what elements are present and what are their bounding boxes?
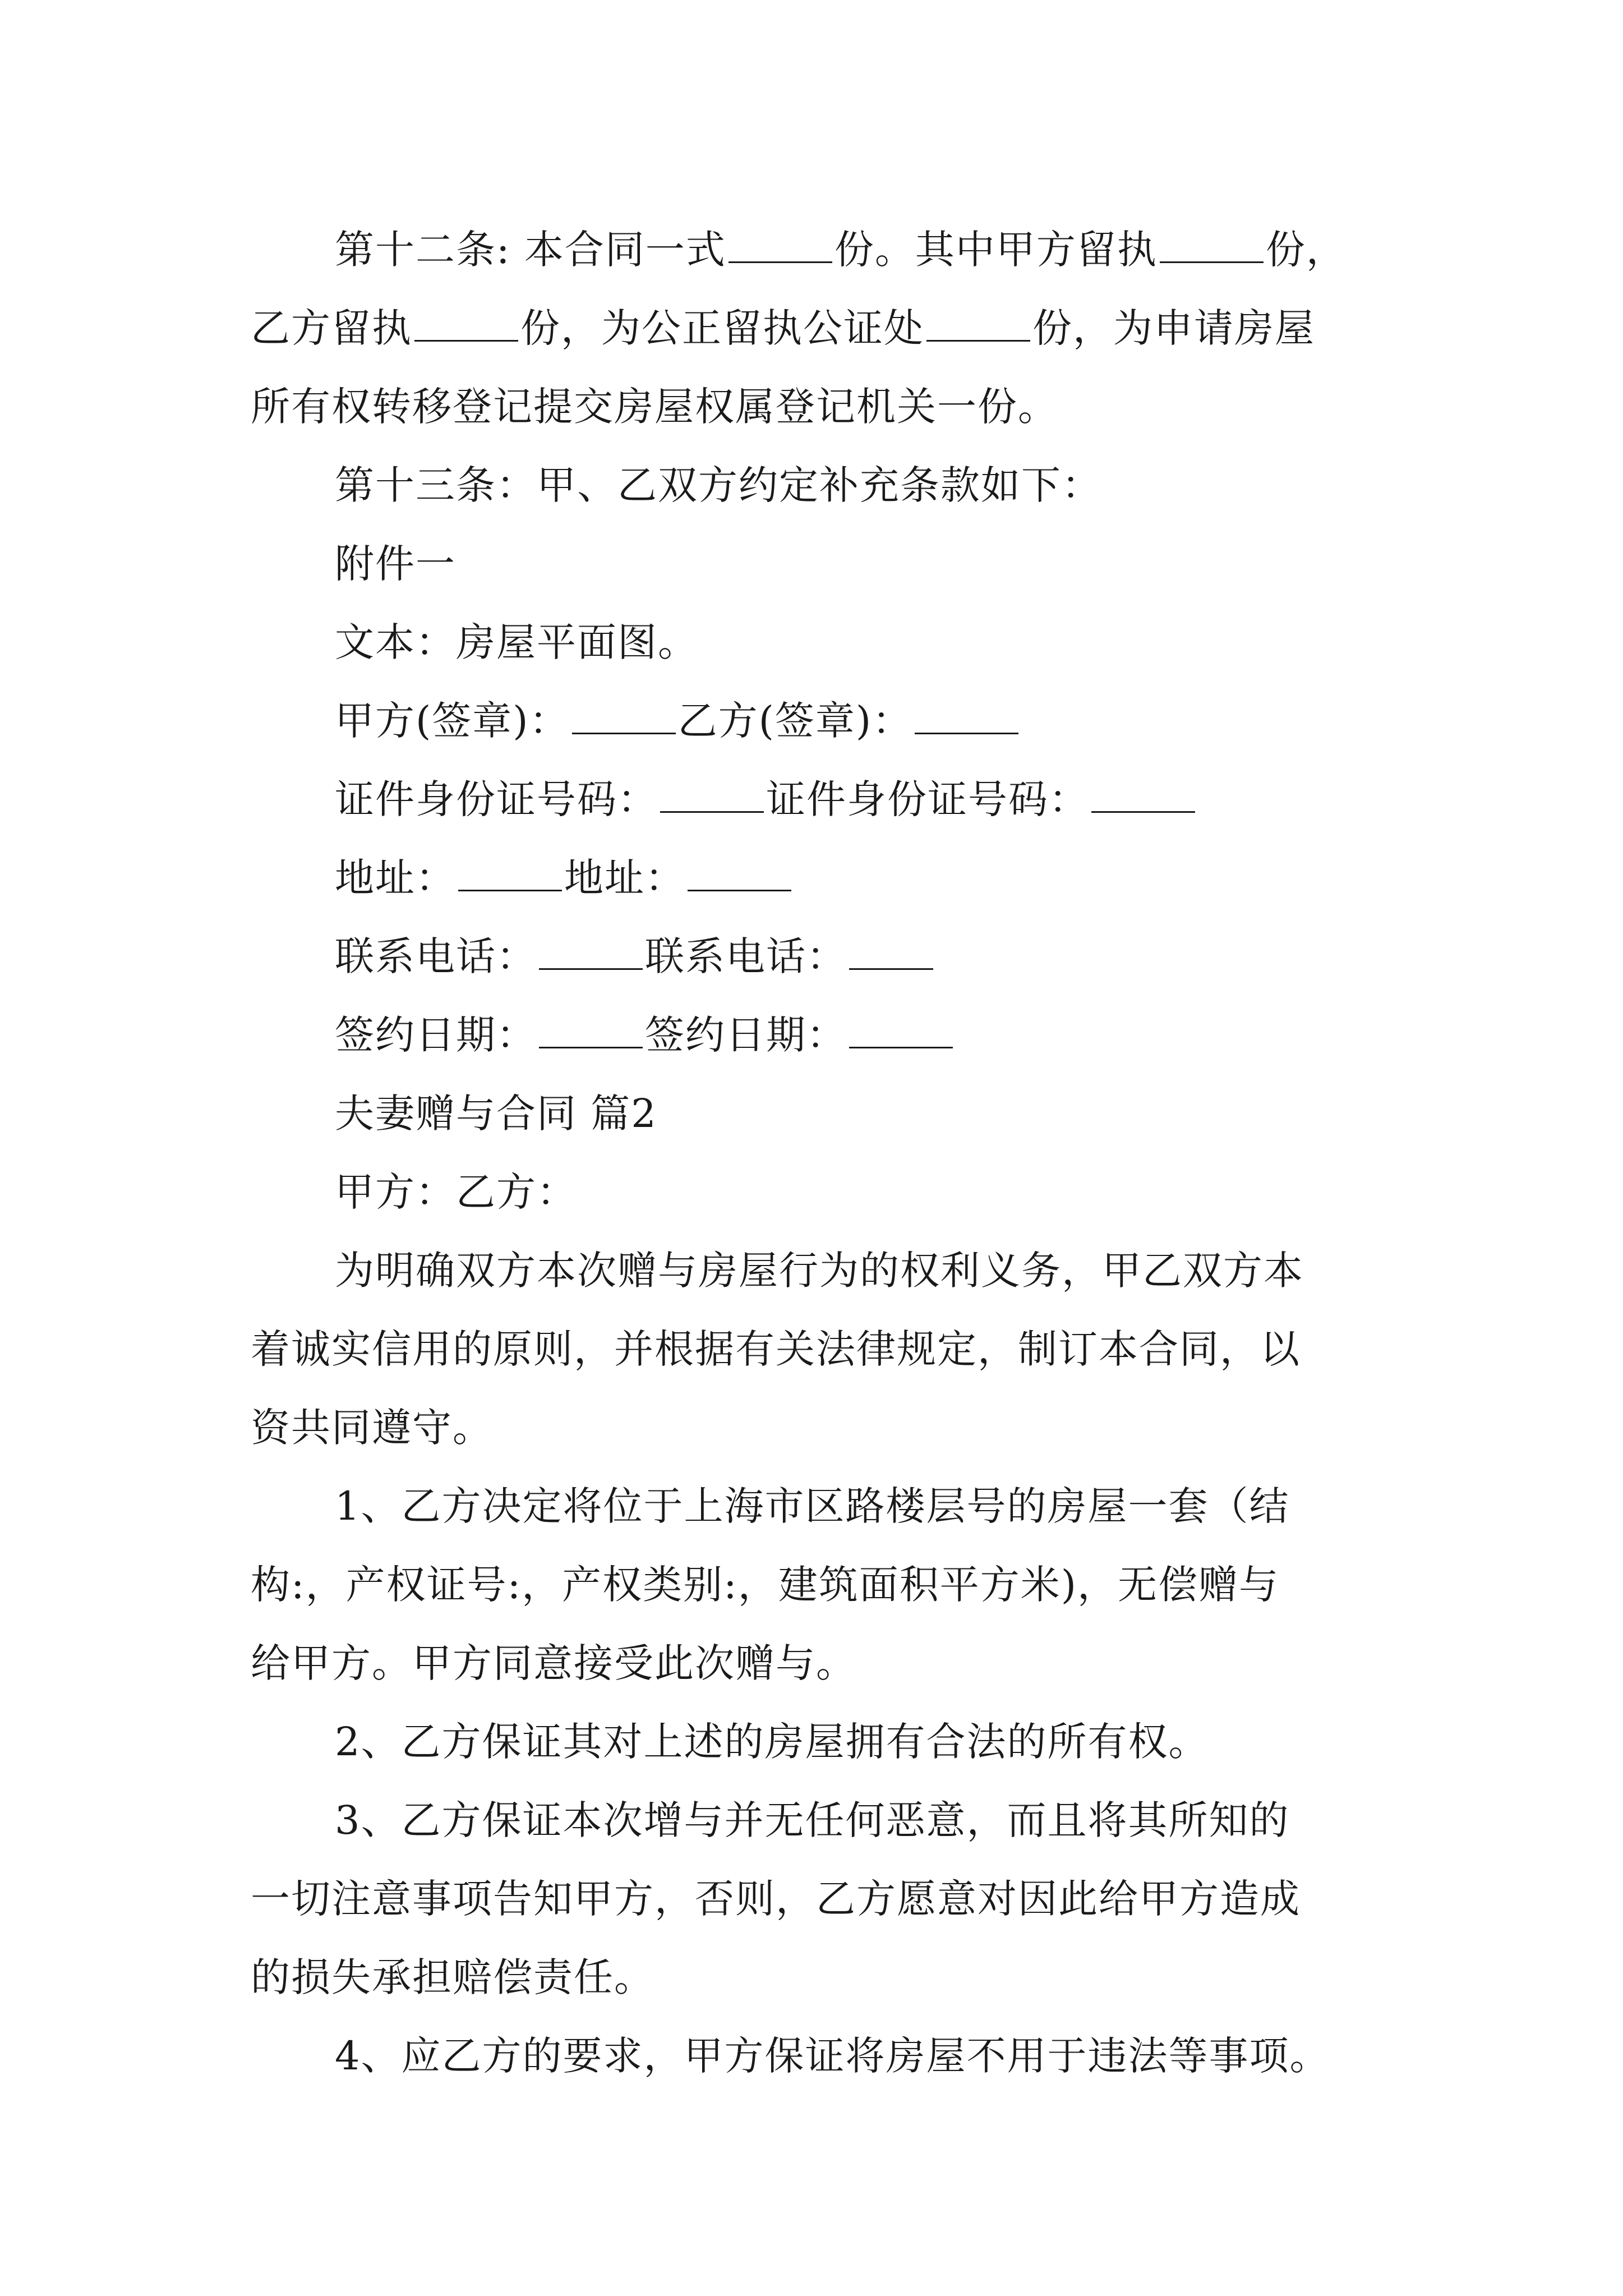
party-a-address-label: 地址： [335, 855, 456, 901]
intro-line-3: 资共同遵守。 [251, 1405, 493, 1451]
article-12-text: 第十二条: 本合同一式 [335, 227, 726, 273]
party-b-phone-blank[interactable] [849, 935, 933, 970]
party-b-signature-label: 乙方(签章)： [677, 698, 913, 744]
article-12-text: 乙方留执 [251, 305, 412, 351]
party-a-phone-blank[interactable] [539, 935, 643, 970]
party-a-date-label: 签约日期： [335, 1012, 537, 1058]
notary-copies-blank[interactable] [926, 306, 1030, 342]
intro-line-1: 为明确双方本次赠与房屋行为的权利义务，甲乙双方本 [335, 1248, 1304, 1294]
party-a-copies-blank[interactable] [1160, 228, 1264, 263]
article-12-line-3: 所有权转移登记提交房屋权属登记机关一份。 [251, 384, 1058, 430]
party-a-id-label: 证件身份证号码： [335, 776, 658, 822]
article-12-line-2 [251, 289, 1389, 367]
article-12-text: 份，为公正留执公证处 [520, 305, 924, 351]
phone-line [251, 917, 1389, 996]
party-a-date-blank[interactable] [539, 1013, 643, 1048]
attachment-label: 附件一 [335, 541, 456, 587]
signature-line [251, 682, 1389, 760]
item-4: 4、应乙方的要求，甲方保证将房屋不用于违法等事项。 [335, 2033, 1330, 2079]
party-a-signature-blank[interactable] [572, 699, 676, 734]
party-b-copies-blank[interactable] [414, 306, 518, 342]
text-floor-plan: 文本：房屋平面图。 [335, 619, 698, 665]
party-a-address-blank[interactable] [458, 856, 562, 891]
article-12-line-1 [251, 210, 1389, 289]
article-12-text: 份。其中甲方留执 [834, 227, 1158, 273]
party-b-id-label: 证件身份证号码： [766, 776, 1089, 822]
id-number-line [251, 760, 1389, 839]
party-b-phone-label: 联系电话： [645, 933, 847, 979]
item-3-line-3: 的损失承担赔偿责任。 [251, 1954, 654, 2000]
item-3-line-1: 3、乙方保证本次增与并无任何恶意，而且将其所知的 [335, 1797, 1290, 1843]
party-b-date-blank[interactable] [849, 1013, 953, 1048]
party-a-phone-label: 联系电话： [335, 933, 537, 979]
party-b-date-label: 签约日期： [645, 1012, 847, 1058]
party-a-signature-label: 甲方(签章)： [335, 698, 570, 744]
address-line [251, 839, 1389, 917]
item-1-line-1: 1、乙方决定将位于上海市区路楼层号的房屋一套（结 [335, 1483, 1290, 1529]
copies-total-blank[interactable] [728, 228, 832, 263]
party-b-signature-blank[interactable] [915, 699, 1018, 734]
party-b-address-blank[interactable] [688, 856, 791, 891]
item-3-line-2: 一切注意事项告知甲方，否则，乙方愿意对因此给甲方造成 [251, 1876, 1301, 1922]
article-12-text: 份，为申请房屋 [1032, 305, 1315, 351]
item-1-line-2: 构:，产权证号:，产权类别:，建筑面积平方米)，无偿赠与 [251, 1562, 1280, 1608]
party-b-address-label: 地址： [564, 855, 685, 901]
intro-line-2: 着诚实信用的原则，并根据有关法律规定，制订本合同，以 [251, 1326, 1301, 1372]
item-2: 2、乙方保证其对上述的房屋拥有合法的所有权。 [335, 1719, 1209, 1765]
article-12-text: 份， [1265, 227, 1347, 273]
party-a-id-blank[interactable] [660, 777, 764, 813]
parties-line: 甲方：乙方： [335, 1169, 577, 1215]
party-b-id-blank[interactable] [1091, 777, 1195, 813]
item-1-line-3: 给甲方。甲方同意接受此次赠与。 [251, 1640, 856, 1686]
section-title: 夫妻赠与合同 篇2 [335, 1091, 657, 1137]
document-page [251, 210, 1389, 2095]
date-line [251, 996, 1389, 1074]
article-13: 第十三条：甲、乙双方约定补充条款如下： [335, 462, 1102, 508]
